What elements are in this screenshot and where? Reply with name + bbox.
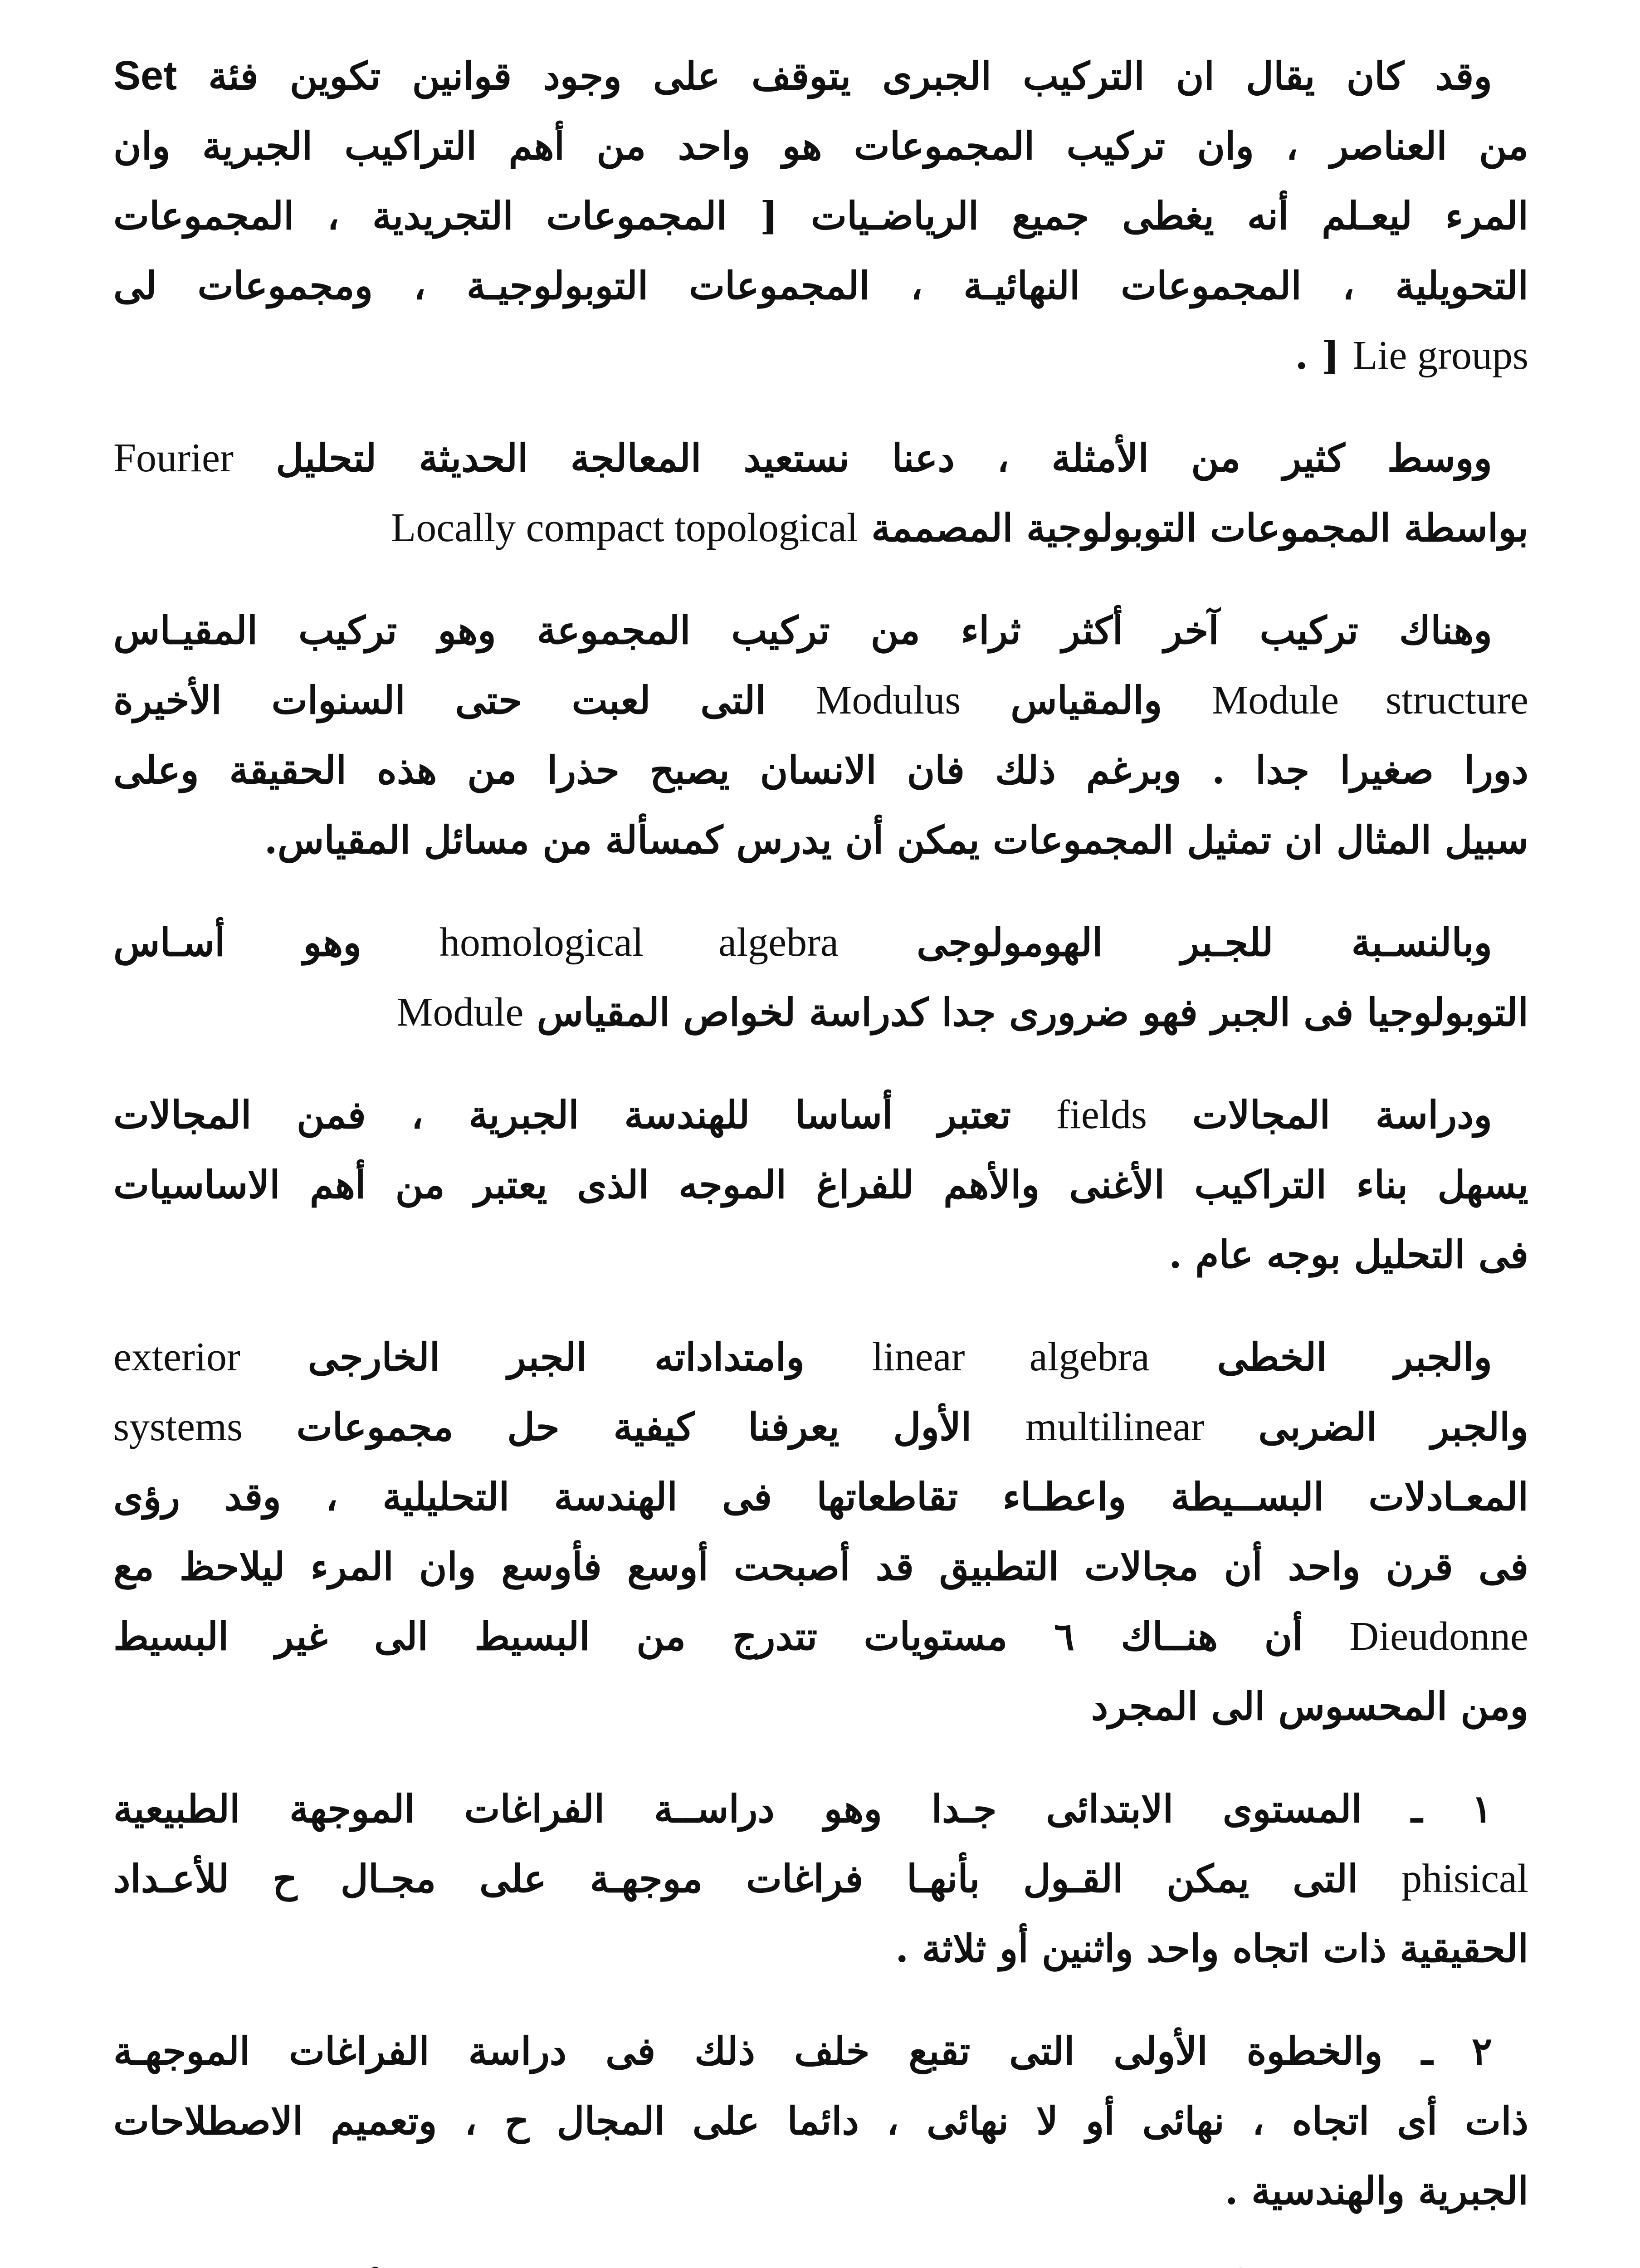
latin-term: Dieudonne: [1349, 1614, 1528, 1659]
text-line: [113, 596, 1528, 665]
paragraph: [113, 908, 1528, 1047]
text-line: [113, 2258, 1528, 2268]
text-line: [113, 321, 1528, 391]
latin-term: exterior: [113, 1334, 240, 1379]
text-line: [113, 2156, 1528, 2226]
arabic-text: الجبرية والهندسية .: [1225, 2168, 1528, 2213]
text-line: [113, 1220, 1528, 1290]
text-line: [113, 735, 1528, 805]
arabic-text: ووسط كثير من الأمثلة ، دعنا نستعيد المعالجة الحديثة لتحليل: [233, 435, 1492, 480]
paragraph: [113, 1774, 1528, 1984]
text-line: [113, 1602, 1528, 1672]
latin-term: multilinear: [1025, 1404, 1205, 1449]
arabic-text: التحويلية ، المجموعات النهائيـة ، المجموعات التوبولوجيـة ، ومجموعات لى: [113, 263, 1528, 308]
arabic-text: التوبولوجيا فى الجبر فهو ضرورى جدا كدراسة لخواص المقياس: [523, 990, 1528, 1035]
arabic-text: ذات أى اتجاه ، نهائى أو لا نهائى ، دائما على المجال ح ، وتعميم الاصطلاحات: [113, 2098, 1528, 2143]
arabic-text: أن هنــاك ٦ مستويات تتدرج من البسيط الى غير البسيط: [113, 1614, 1350, 1659]
paragraph: [113, 41, 1528, 391]
arabic-text: ٢ ـ والخطوة الأولى التى تقبع خلف ذلك فى دراسة الفراغات الموجهـة: [113, 2028, 1492, 2073]
arabic-text: الأول يعرفنا كيفية حل مجموعات: [243, 1404, 1025, 1449]
text-line: [113, 908, 1528, 978]
arabic-text: والجبر الضربى: [1204, 1404, 1528, 1449]
paragraph: [113, 423, 1528, 563]
text-line: [113, 111, 1528, 181]
arabic-text: المعـادلات البســيطة واعطـاء تقاطعاتها فى الهندسة التحليلية ، وقد رؤى: [113, 1474, 1528, 1519]
arabic-text: والمقياس: [961, 678, 1212, 723]
arabic-text: وهو أسـاس: [113, 920, 439, 965]
latin-term: Set: [113, 53, 177, 98]
latin-term: homological algebra: [439, 920, 839, 965]
text-line: [113, 1844, 1528, 1914]
text-line: [113, 665, 1528, 735]
arabic-text: ودراسة المجالات: [1147, 1092, 1492, 1137]
latin-term: Locally compact topological: [391, 505, 858, 550]
text-line: [113, 181, 1528, 251]
arabic-text: سبيل المثال ان تمثيل المجموعات يمكن أن يدرس كمسألة من مسائل المقياس.: [264, 817, 1528, 862]
text-line: [113, 1774, 1528, 1844]
arabic-text: [ .: [1295, 333, 1353, 378]
arabic-text: الحقيقية ذات اتجاه واحد واثنين أو ثلاثة .: [895, 1926, 1528, 1971]
latin-term: fields: [1056, 1092, 1147, 1137]
latin-term: systems: [113, 1404, 243, 1449]
text-line: [113, 1914, 1528, 1984]
text-line: [113, 493, 1528, 563]
latin-term: Lie groups: [1352, 333, 1528, 378]
text-line: [113, 1532, 1528, 1602]
latin-term: Module structure: [1212, 678, 1528, 723]
text-line: [113, 423, 1528, 493]
paragraph: [113, 2258, 1528, 2268]
arabic-text: المرء ليعـلم أنه يغطى جميع الرياضـيات [ المجموعات التجريدية ، المجموعات: [113, 193, 1528, 238]
arabic-text: التى لعبت حتى السنوات الأخيرة: [113, 678, 816, 723]
text-line: [113, 1150, 1528, 1220]
text-line: [113, 1322, 1528, 1392]
text-line: [113, 251, 1528, 321]
arabic-text: بواسطة المجموعات التوبولوجية المصممة: [858, 505, 1528, 550]
arabic-text: تعتبر أساسا للهندسة الجبرية ، فمن المجالات: [113, 1092, 1056, 1137]
arabic-text: ومن المحسوس الى المجرد: [1091, 1684, 1528, 1729]
arabic-text: يسهل بناء التراكيب الأغنى والأهم للفراغ الموجه الذى يعتبر من أهم الاساسيات: [113, 1162, 1528, 1207]
arabic-text: التى يمكن القـول بأنهـا فراغات موجهـة على مجـال ح للأعـداد: [113, 1856, 1402, 1901]
text-line: [113, 978, 1528, 1047]
arabic-text: وامتداداته الجبر الخارجى: [240, 1334, 872, 1379]
paragraph: [113, 1080, 1528, 1290]
paragraph: [113, 2016, 1528, 2226]
arabic-text: دورا صغيرا جدا . وبرغم ذلك فان الانسان يصبح حذرا من هذه الحقيقة وعلى: [113, 748, 1528, 792]
arabic-text: وهناك تركيب آخر أكثر ثراء من تركيب المجموعة وهو تركيب المقيـاس: [113, 608, 1492, 653]
arabic-text: من العناصر ، وان تركيب المجموعات هو واحد من أهم التراكيب الجبرية وان: [113, 123, 1528, 168]
text-line: [113, 2086, 1528, 2156]
latin-term: Modulus: [815, 678, 961, 723]
arabic-text: فى قرن واحد أن مجالات التطبيق قد أصبحت أوسع فأوسع وان المرء ليلاحظ مع: [113, 1544, 1528, 1589]
latin-term: linear algebra: [872, 1334, 1150, 1379]
paragraph: [113, 1322, 1528, 1741]
arabic-text: وبالنسـبة للجـبر الهومولوجى: [839, 920, 1492, 965]
text-line: [113, 1462, 1528, 1532]
arabic-text: فى التحليل بوجه عام .: [1168, 1232, 1528, 1277]
text-line: [113, 1392, 1528, 1462]
text-line: [113, 2016, 1528, 2086]
text-line: [113, 1080, 1528, 1150]
latin-term: phisical: [1401, 1856, 1528, 1901]
text-line: [113, 1672, 1528, 1741]
arabic-text: والجبر الخطى: [1149, 1334, 1493, 1379]
arabic-text: وقد كان يقال ان التركيب الجبرى يتوقف على وجود قوانين تكوين فئة: [177, 54, 1492, 98]
latin-term: Module: [396, 990, 524, 1035]
arabic-text: ١ ـ المستوى الابتدائى جـدا وهو دراســة الفراغات الموجهة الطبيعية: [113, 1786, 1492, 1831]
document-page: [113, 41, 1528, 2268]
text-line: [113, 805, 1528, 875]
paragraph: [113, 596, 1528, 875]
latin-term: Fourier: [113, 435, 234, 480]
text-line: [113, 41, 1528, 111]
